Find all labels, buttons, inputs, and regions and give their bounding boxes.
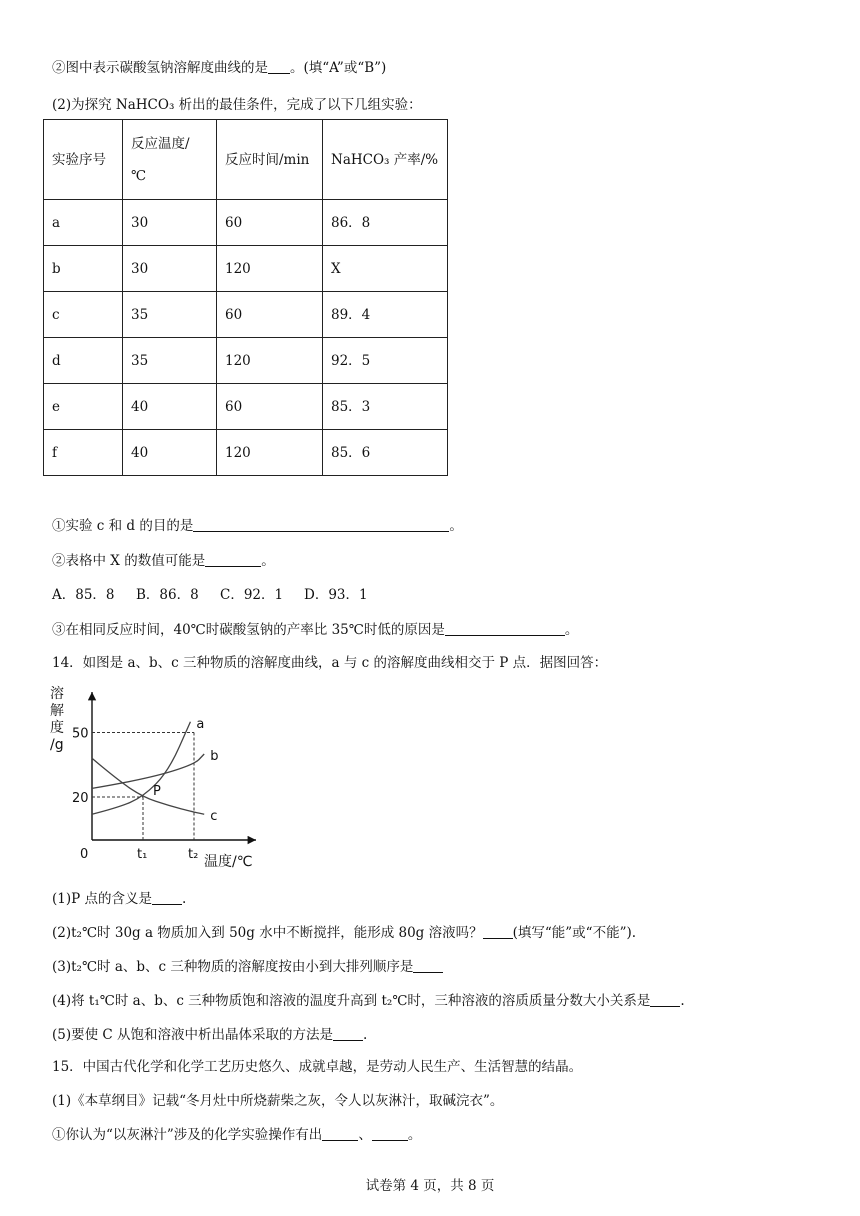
curve-b (92, 754, 204, 788)
table-cell: 35 (123, 292, 217, 338)
option-b[interactable]: B．86．8 (136, 587, 199, 603)
table-row (44, 384, 448, 430)
answer-blank[interactable] (193, 517, 449, 532)
table-cell: e (44, 384, 123, 430)
table-cell: 85．6 (323, 430, 448, 476)
x-tick-label: t₂ (188, 847, 199, 862)
q15-stem: 15．中国古代化学和化学工艺历史悠久、成就卓越，是劳动人民生产、生活智慧的结晶。 (52, 1059, 583, 1075)
q15-sub1: (1)《本草纲目》记载“冬月灶中所烧薪柴之灰，令人以灰淋汁，取碱浣衣”。 (52, 1093, 504, 1109)
table-cell: 92．5 (323, 338, 448, 384)
y-axis-label-char: 溶 (50, 686, 64, 702)
answer-blank[interactable] (205, 552, 261, 567)
table-cell: 85．3 (323, 384, 448, 430)
y-axis-label-char: 解 (50, 703, 64, 719)
table-cell: f (44, 430, 123, 476)
table-cell: d (44, 338, 123, 384)
point-p-label: P (153, 784, 161, 799)
answer-blank[interactable] (152, 890, 182, 905)
q13-options (52, 585, 368, 605)
curve-label-a: a (196, 716, 205, 732)
q13-question-x: ②表格中 X 的数值可能是 。 (52, 553, 275, 569)
table-header: NaHCO₃ 产率/% (323, 120, 448, 200)
table-header-row (44, 120, 448, 200)
y-axis-label-char: 度 (50, 720, 64, 736)
q14-question-2: (2)t₂℃时 30g a 物质加入到 50g 水中不断搅拌，能形成 80g 溶液吗？ (填写“能”或“不能”). (52, 925, 637, 941)
table-row (44, 246, 448, 292)
table-row (44, 200, 448, 246)
answer-blank[interactable] (650, 992, 680, 1007)
table-cell: 120 (217, 430, 323, 476)
q13-part2-intro: (2)为探究 NaHCO₃ 析出的最佳条件，完成了以下几组实验： (52, 97, 422, 113)
answer-blank[interactable] (372, 1126, 408, 1141)
answer-blank[interactable] (333, 1026, 363, 1041)
table-header: 反应温度/℃ (123, 120, 217, 200)
x-tick-label: t₁ (137, 847, 148, 862)
q14-question-3: (3)t₂℃时 a、b、c 三种物质的溶解度按由小到大排列顺序是 (52, 957, 443, 977)
answer-blank[interactable] (413, 958, 443, 973)
table-cell: 86．8 (323, 200, 448, 246)
y-tick-label: 50 (72, 726, 89, 742)
curve-label-b: b (210, 749, 219, 764)
q13-question-cd: ①实验 c 和 d 的目的是 。 (52, 518, 463, 534)
q14-stem: 14．如图是 a、b、c 三种物质的溶解度曲线，a 与 c 的溶解度曲线相交于 P 点．据图回答： (52, 655, 608, 671)
page-footer: 试卷第 4 页，共 8 页 (365, 1178, 495, 1194)
table-cell: 120 (217, 338, 323, 384)
table-row (44, 430, 448, 476)
answer-blank[interactable] (322, 1126, 358, 1141)
table-cell: 40 (123, 430, 217, 476)
table-cell: 40 (123, 384, 217, 430)
table-cell: 89．4 (323, 292, 448, 338)
answer-blank[interactable] (268, 59, 290, 74)
table-cell: 120 (217, 246, 323, 292)
table-cell: c (44, 292, 123, 338)
table-cell: 30 (123, 246, 217, 292)
table-header: 实验序号 (44, 120, 123, 200)
solubility-chart (48, 684, 268, 874)
answer-blank[interactable] (483, 924, 513, 939)
x-axis-label: 温度/℃ (204, 854, 253, 870)
table-cell: b (44, 246, 123, 292)
option-d[interactable]: D．93．1 (304, 587, 368, 603)
table-cell: X (323, 246, 448, 292)
experiment-table (43, 119, 448, 476)
table-cell: 60 (217, 292, 323, 338)
table-row (44, 338, 448, 384)
curve-c (92, 758, 204, 814)
table-cell: a (44, 200, 123, 246)
y-axis-label-char: /g (50, 737, 64, 753)
option-c[interactable]: C．92．1 (220, 587, 284, 603)
curve-label-c: c (210, 809, 218, 825)
y-tick-label: 20 (72, 791, 89, 806)
table-header: 反应时间/min (217, 120, 323, 200)
q14-question-4: (4)将 t₁℃时 a、b、c 三种物质饱和溶液的温度升高到 t₂℃时，三种溶液的溶质质量分数大小关系是 . (52, 993, 685, 1009)
origin-label: 0 (80, 847, 89, 862)
table-row (44, 292, 448, 338)
q14-question-5: (5)要使 C 从饱和溶液中析出晶体采取的方法是 . (52, 1027, 368, 1043)
table-cell: 35 (123, 338, 217, 384)
y-axis-label (50, 685, 64, 753)
q14-question-1: (1)P 点的含义是 . (52, 891, 187, 907)
table-cell: 60 (217, 200, 323, 246)
curve-a (92, 722, 190, 814)
answer-blank[interactable] (445, 621, 565, 636)
table-cell: 30 (123, 200, 217, 246)
q13-question-reason: ③在相同反应时间，40℃时碳酸氢钠的产率比 35℃时低的原因是 。 (52, 622, 579, 638)
option-a[interactable]: A．85．8 (52, 587, 115, 603)
q15-sub1-question: ①你认为“以灰淋汁”涉及的化学实验操作有出 、 。 (52, 1127, 422, 1143)
table-cell: 60 (217, 384, 323, 430)
q13-sub2: ②图中表示碳酸氢钠溶解度曲线的是 。(填“A”或“B”) (52, 60, 387, 76)
